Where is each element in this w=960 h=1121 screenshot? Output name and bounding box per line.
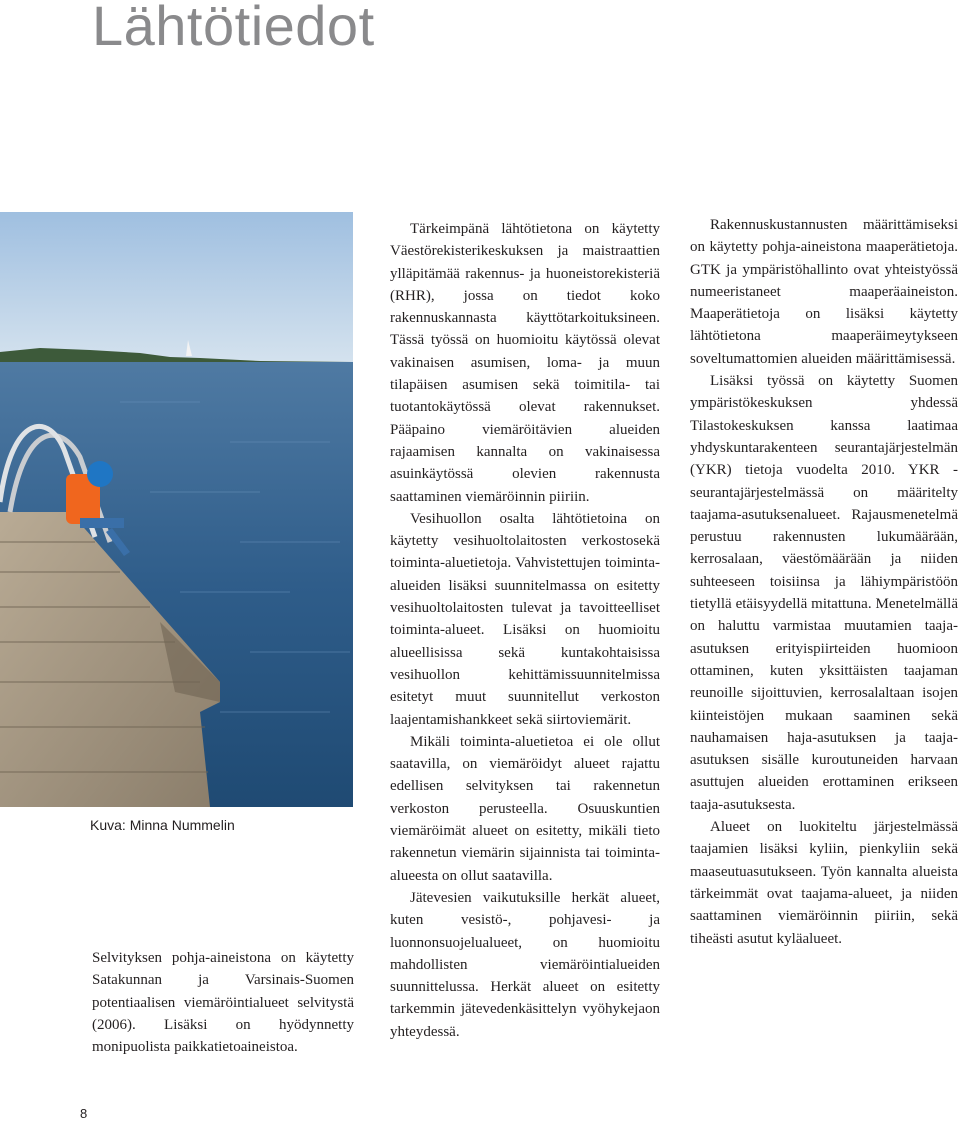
middle-paragraph: Mikäli toiminta-aluetietoa ei ole ollut saatavilla, on viemäröidyt alueet rajattu edellisen selvityksen tai rakennetun verkoston perusteella. Osuuskuntien viemäröimät alueet on esitetty, mikäli tieto rakennetun viemärin sijainnista tai toiminta-alueesta on ollut saatavilla. (390, 733, 660, 884)
left-column (92, 947, 354, 1058)
middle-column (390, 218, 660, 1043)
page-title: Lähtötiedot (92, 0, 375, 57)
left-paragraph: Selvityksen pohja-aineistona on käytetty Satakunnan ja Varsinais-Suomen potentiaalisen viemäröintialueet selvitystä (2006). Lisäksi on hyödynnetty monipuolista paikkatietoaineistoa. (92, 950, 354, 1056)
photo-caption: Kuva: Minna Nummelin (90, 817, 235, 833)
page-number: 8 (80, 1106, 88, 1121)
middle-paragraph: Jätevesien vaikutuksille herkät alueet, kuten vesistö-, pohjavesi- ja luonnonsuojelualueet, on huomioitu mahdollisten viemäröintialueiden suunnittelussa. Herkät alueet on esitetty tarkemmin jätevedenkäsittelyn vyöhykejaon yhteydessä. (390, 889, 660, 1040)
lake-dock-photo (0, 212, 353, 807)
right-paragraph: Alueet on luokiteltu järjestelmässä taajamien lisäksi kyliin, pienkyliin sekä maaseutuasutukseen. Työn kannalta alueista tärkeimmät ovat taajama-alueet, ja niiden saattaminen viemäröinnin piiriin, sekä tiheästi asutut kyläalueet. (690, 819, 958, 947)
right-paragraph: Rakennuskustannusten määrittämiseksi on käytetty pohja-aineistona maaperätietoja. GTK ja ympäristöhallinto ovat yhteistyössä numeeristaneet maaperäaineiston. Maaperätietoja on lisäksi käytetty lähtötietona maaperäimeytykseen soveltumattomien alueiden määrittämisessä. (690, 217, 958, 367)
middle-paragraph: Tärkeimpänä lähtötietona on käytetty Väestörekisterikeskuksen ja maistraattien ylläpitämää rakennus- ja huoneistorekisteriä (RHR), jossa on tiedot koko rakennuskannasta käyttötarkoituksineen. Tässä työssä on huomioitu käytössä olevat vakinaisen asumisen, loma- ja muun tilapäisen asumisen sekä toimitila- tai tuotantokäytössä olevat rakennukset. Pääpaino viemäröitävien alueiden rajaamisen kannalta on vakinaisessa asuinkäytössä olevien rakennusta saattaminen viemäröinnin piiriin. (390, 221, 660, 505)
right-paragraph: Lisäksi työssä on käytetty Suomen ympäristökeskuksen yhdessä Tilastokeskuksen kanssa laatimaa yhdyskuntarakenteen seurantajärjestelmän (YKR) tietoja vuodelta 2010. YKR -seurantajärjestelmässä on määritelty taajama-asutuksenalueet. Rajausmenetelmä perustuu rakennusten lukumäärään, kerrosalaan, väestömäärään ja niiden suhteeseen toisiinsa ja lähiympäristöön tietyllä etäisyydellä mitattuna. Menetelmällä on haluttu varmistaa muutamien taaja-asutuksen erityispiirteiden huomioon ottaminen, kuten yksittäisten taajaman reunoille sijoittuvien, kerrosalaltaan isojen kiinteistöjen mukaan saaminen sekä nauhamaisen haja-asutuksen ja taaja-asutuksen sisälle kuroutuneiden harvaan asuttujen alueiden erottaminen erikseen taaja-asutuksesta. (690, 373, 958, 813)
middle-paragraph: Vesihuollon osalta lähtötietoina on käytetty vesihuoltolaitosten verkostosekä toiminta-aluetietoja. Vahvistettujen toiminta-alueiden lisäksi suunnitelmassa on esitetty vesihuoltolaitosten tulevat ja tavoitteelliset toiminta-alueet. Lisäksi on huomioitu alueellisissa sekä kuntakohtaisissa vesihuollon kehittämissuunnitelmissa esitetyt muut suunnitellut verkoston laajentamishankkeet sekä siirtoviemärit. (390, 510, 660, 728)
right-column (690, 214, 958, 950)
